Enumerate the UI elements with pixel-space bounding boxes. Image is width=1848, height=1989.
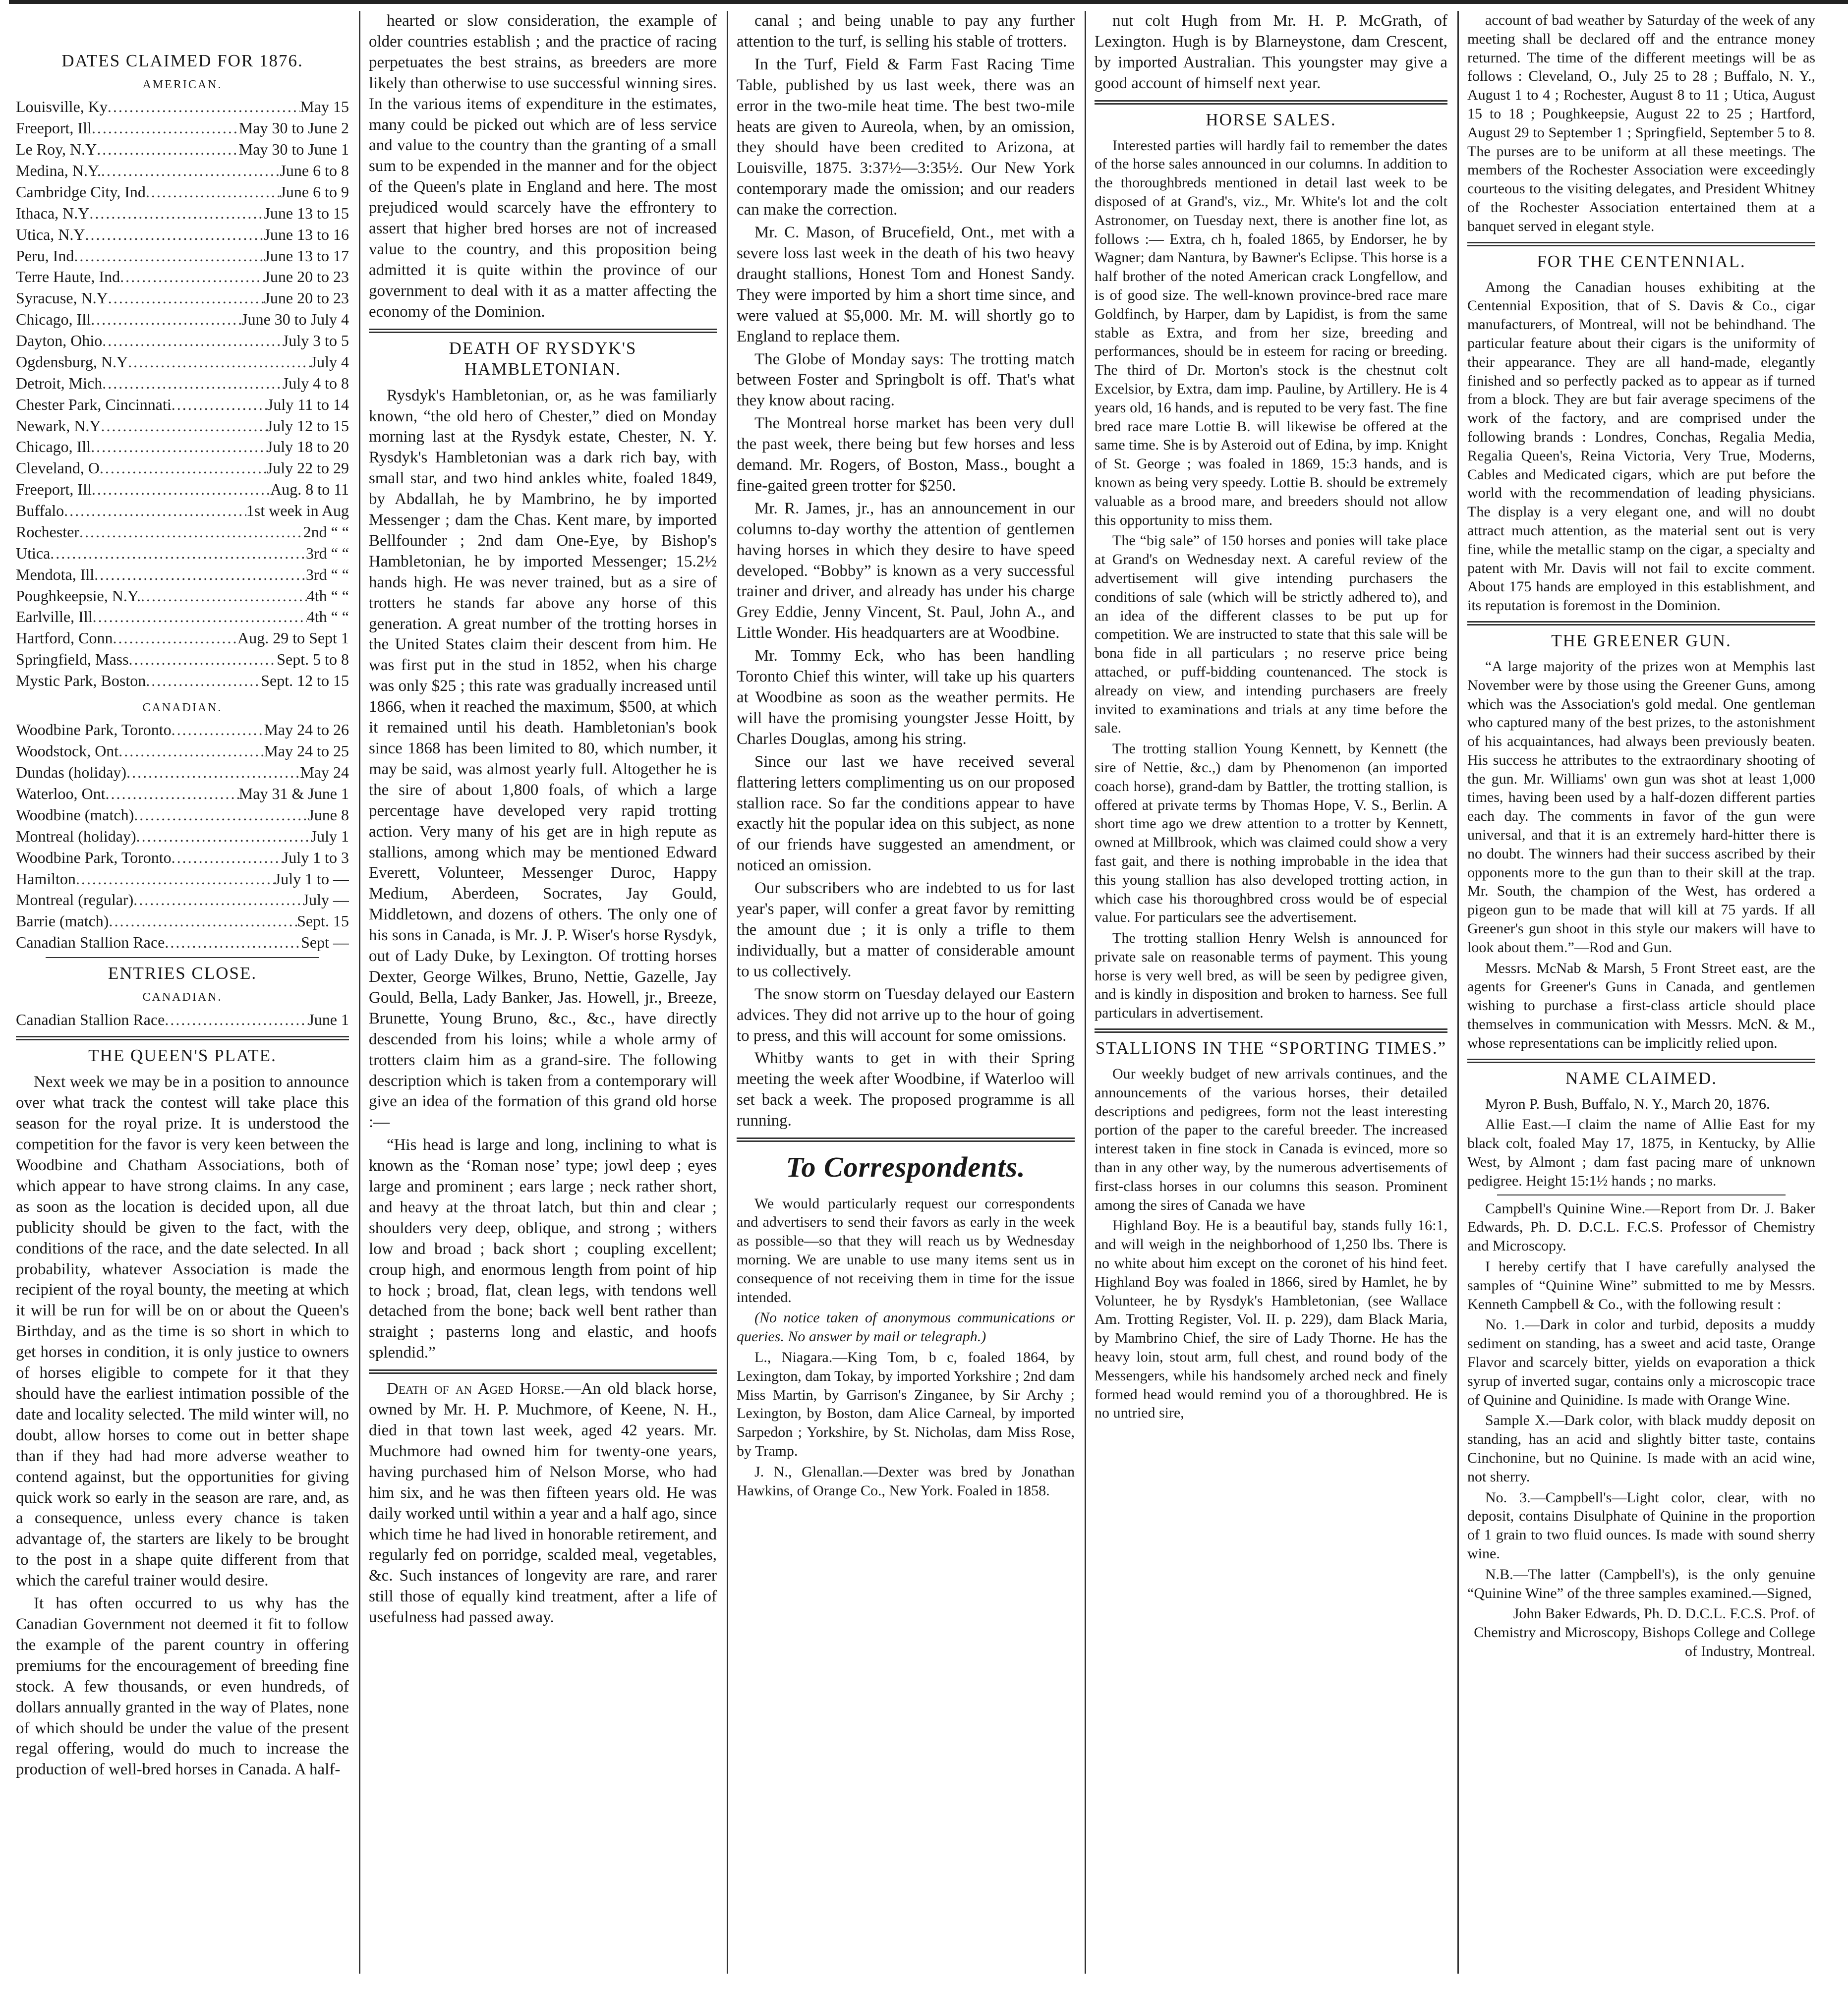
stallions-heading: STALLIONS IN THE “SPORTING TIMES.” — [1095, 1038, 1447, 1058]
dot-leader — [113, 627, 238, 649]
article-paragraph: “A large majority of the prizes won at Memphis last November were by those using the Greener Guns, among which was the Association's gold medal. One gentleman who captured many of the best prizes, to the astonishment of his acquaintances, had always been previously beaten. His success he attributes to the extraordinary shooting of the gun. Mr. Williams' own gun was shot at least 1,000 times, having been used by a half-dozen different parties each day. The comments in favor of the gun were universal, and that it is an extremely hard-hitter there is no doubt. The winners had their success ascribed by their opponents more to the gun than to their skill at the trap. Mr. South, the champion of the West, has ordered a pigeon gun to be made that will kill at 75 yards. If all Greener's gun shoot in this style our makers will have to look about them.”—Rod and Gun. — [1467, 658, 1815, 956]
dot-leader — [120, 266, 264, 287]
dot-leader — [136, 826, 311, 847]
aged-horse-body: —An old black horse, owned by Mr. H. P. Muchmore, of Keene, N. H., died in that town last week, aged 42 years. Mr. Muchmore had owned him for twenty-one years, having purchased him of Nelson Morse, who had him six, and he was then fifteen years old. He was daily worked until within a year and a half ago, since which time he had lived in honorable retirement, and regularly fed on porridge, scalded meal, vegetables, &c. Such instances of longevity are rare, and rarer still those of equally kind treatment, after a life of usefulness had passed away. — [369, 1380, 717, 1627]
divider — [369, 1369, 717, 1374]
article-paragraph: Interested parties will hardly fail to remember the dates of the horse sales announced in our columns. In addition to the thoroughbreds mentioned in detail last week to be disposed of at Grand's, viz., Mr. White's lot and the colt Astronomer, on Tuesday next, there is another fine lot, as follows :— Extra, ch h, foaled 1865, by Endorser, he by Wagner; dam Nantura, by Bawner's Eclipse. This horse is a half brother of the noted American crack Longfellow, and is of good size. The well-known province-bred race mare Goldfinch, by Harper, dam by Lapidist, is from the same stable as Extra, and from her size, breeding and performances, should be in esteem for racing or breeding. The third of Dr. Morton's stock is the chestnut colt Excelsior, by Extra, dam imp. Pauline, by Artillery. He is 4 years old, 16 hands, and is reputed to be very fast. The fine bred race mare Lottie B. will likewise be offered at the same time. She is by Asteroid out of Edina, by imp. Knight of St. George ; was foaled in 1869, 15:3 hands, and is known as being very speedy. Lottie B. should be extremely valuable as a brood mare, and breeders should not allow this opportunity to miss them. — [1095, 137, 1447, 528]
date-place: Dayton, Ohio — [16, 332, 103, 350]
date-value: May 31 & June 1 — [238, 785, 349, 803]
dates-claimed-heading: DATES CLAIMED FOR 1876. — [61, 51, 303, 70]
date-row — [16, 868, 349, 890]
date-value: Aug. 29 to Sept 1 — [237, 629, 349, 647]
entries-close-heading: ENTRIES CLOSE. — [108, 964, 257, 983]
date-value: June 6 to 8 — [280, 162, 349, 180]
date-row — [16, 479, 349, 500]
divider — [737, 1137, 1075, 1142]
date-value: Sept. 15 — [297, 912, 349, 930]
death-of-hambletonian-heading: DEATH OF RYSDYK'S HAMBLETONIAN. — [449, 338, 637, 379]
to-correspondents-heading: To Correspondents. — [786, 1151, 1026, 1184]
column-3 — [730, 11, 1082, 1974]
date-row — [16, 740, 349, 762]
date-place: Woodstock, Ont — [16, 742, 119, 760]
date-place: Woodbine Park, Toronto — [16, 848, 172, 866]
date-place: Peru, Ind — [16, 246, 74, 265]
date-row — [16, 719, 349, 740]
date-row — [16, 287, 349, 309]
date-value: May 15 — [300, 98, 349, 116]
date-row — [16, 436, 349, 457]
date-value: June 30 to July 4 — [241, 310, 349, 329]
date-value: May 24 — [300, 763, 349, 782]
date-place: Woodbine (match) — [16, 805, 134, 824]
date-row — [16, 203, 349, 224]
date-place: Chicago, Ill — [16, 438, 91, 456]
description-quote: “His head is large and long, inclining to what is known as the ‘Roman nose’ type; jowl deep ; eyes large and prominent ; ears large ; neck rather short, and heavy at the throat latch, but thin and clear ; shoulders very deep, oblique, and strong ; withers low and broad ; back short ; coupling excellent; croup high, and enormous length from point of hip to hock ; broad, flat, clean legs, with tendons well detached from the bone; back well bent rather than straight ; pasterns long and elastic, and hoofs splendid.” — [369, 1136, 717, 1362]
dot-leader — [76, 868, 275, 890]
date-value: 3rd “ “ — [305, 544, 349, 562]
dot-leader — [93, 606, 307, 627]
dot-leader — [74, 245, 264, 267]
correspondent-answer: J. N., Glenallan.—Dexter was bred by Jonathan Hawkins, of Orange Co., New York. Foaled in 1858. — [737, 1463, 1075, 1499]
date-row — [16, 804, 349, 826]
date-row — [16, 160, 349, 181]
dot-leader — [108, 96, 300, 117]
date-place: Le Roy, N.Y — [16, 140, 97, 159]
column-4 — [1088, 11, 1454, 1974]
quinine-paragraph: No. 3.—Campbell's—Light color, clear, with no deposit, contains Disulphate of Quinine in the proportion of 1 grain to two fluid ounces. Is made with sound sherry wine. — [1467, 1489, 1815, 1562]
dot-leader — [97, 139, 239, 160]
date-value: 2nd “ “ — [303, 522, 349, 541]
greener-gun-heading: THE GREENER GUN. — [1551, 630, 1732, 650]
date-place: Mendota, Ill — [16, 565, 95, 583]
date-value: June 13 to 15 — [264, 204, 349, 222]
article-paragraph: Our weekly budget of new arrivals continues, and the announcements of the various horses, their detailed descriptions and pedigrees, form not the least interesting portion of the paper to the careful breeder. The increased interest taken in fine stock in Canada is evinced, more so than in any other way, by the numerous advertisements of first-class horses in our columns this season. Prominent among the sires of Canada we have — [1095, 1066, 1447, 1213]
column-rule — [1085, 11, 1086, 1974]
entries-list — [16, 1009, 349, 1030]
date-place: Chicago, Ill — [16, 310, 91, 329]
date-place: Ithaca, N.Y — [16, 204, 90, 222]
dot-leader — [146, 181, 280, 203]
article-paragraph: Among the Canadian houses exhibiting at the Centennial Exposition, that of S. Davis & Co., cigar manufacturers, of Montreal, will not be behindhand. The particular feature about their cigars is the uniformity of their appearance. They are all hand-made, elegantly finished and so perfectly packed as to appear as if turned from a block. They are but fair average specimens of the work of the factory, and are comprised under the following brands : Londres, Conchas, Regalia Media, Regalia Queen's, Reina Victoria, Very True, Moderns, Cables and Medicated cigars, which are put before the world with the recommendation of leading physicians. The display is a very elegant one, and will no doubt attract much attention, as the material sent out is very fine, while the metallic stamp on the cigar, a specialty and patent with Mr. Davis will not fail to excite comment. About 175 hands are employed in this establishment, and its reputation is foremost in the Dominion. — [1467, 279, 1815, 614]
date-value: June 20 to 23 — [264, 289, 349, 307]
quinine-paragraph: Campbell's Quinine Wine.—Report from Dr. J. Baker Edwards, Ph. D. D.C.L. F.C.S. Professor of Chemistry and Microscopy. — [1467, 1200, 1815, 1254]
date-value: July 1 — [310, 827, 349, 845]
column-5 — [1460, 11, 1822, 1974]
date-value: July 22 to 29 — [266, 459, 349, 477]
dot-leader — [102, 330, 283, 351]
dot-leader — [79, 521, 303, 543]
date-place: Rochester — [16, 522, 79, 541]
aged-horse-paragraph — [369, 1379, 717, 1628]
divider — [16, 1036, 349, 1040]
date-row — [16, 543, 349, 564]
column-1 — [9, 11, 356, 1974]
date-value: May 24 to 25 — [264, 742, 349, 760]
date-value: Sept. 12 to 15 — [261, 672, 349, 690]
dot-leader — [101, 415, 267, 437]
date-row — [16, 910, 349, 932]
date-row — [16, 224, 349, 245]
date-value: May 30 to June 2 — [238, 119, 349, 137]
date-row — [16, 351, 349, 373]
dot-leader — [94, 564, 306, 585]
article-paragraph: account of bad weather by Saturday of the week of any meeting shall be declared off and the entrance money returned. The time of the different meetings will be as follows : Cleveland, O., July 25 to 28 ; Buffalo, N. Y., August 1 to 4 ; Rochester, August 8 to 11 ; Utica, August 15 to 18 ; Poughkeepsie, August 22 to 25 ; Hartford, August 29 to September 1 ; Springfield, September 5 to 8. The purses are to be uniform at all these meetings. The members of the Rochester Association were exceedingly courteous to the visiting delegates, and President Whitney of the Rochester Association entertained them at a banquet served in elegant style. — [1467, 12, 1815, 234]
dot-leader — [129, 649, 277, 670]
date-place: Cambridge City, Ind — [16, 182, 146, 201]
dot-leader — [146, 670, 261, 691]
date-place: Hartford, Conn — [16, 629, 113, 647]
entries-canadian-label: CANADIAN. — [142, 991, 223, 1004]
quinine-paragraph: I hereby certify that I have carefully analysed the samples of “Quinine Wine” submitted to me by Messrs. Kenneth Campbell & Co., with the following result : — [1467, 1258, 1815, 1312]
date-value: July 3 to 5 — [282, 332, 349, 350]
american-label: AMERICAN. — [142, 78, 223, 91]
date-row — [16, 649, 349, 670]
article-paragraph: The trotting stallion Young Kennett, by Kennett (the sire of Nettie, &c.,) dam by Phenomenon (an imported coach horse), grand-dam by Battler, the trotting stallion, is offered at private terms by Thomas Hope, V. S., Berlin. A short time ago we drew attention to a trotter by Kennett, owned at Millbrook, which was claimed could show a very fast gait, and there is nothing improbable in the idea that this young stallion has also developed trotting action, in which case his thoroughbred cross would be of especial value. For particulars see the advertisement. — [1095, 740, 1447, 926]
date-value: 1st week in Aug — [246, 502, 349, 520]
dot-leader — [165, 932, 301, 953]
date-place: Utica, N.Y — [16, 225, 85, 243]
date-place: Earlville, Ill — [16, 608, 93, 626]
date-row — [16, 139, 349, 160]
article-paragraph: canal ; and being unable to pay any further attention to the turf, is selling his stable of trotters. — [737, 12, 1075, 51]
article-paragraph: Our subscribers who are indebted to us for last year's paper, will confer a great favor by remitting the amount due ; it is only a trifle to them individually, but a matter of considerable amount to us collectively. — [737, 879, 1075, 980]
article-paragraph: Since our last we have received several flattering letters complimenting us on our proposed stallion race. So far the conditions appear to have exactly hit the popular idea on this subject, as none of our friends have suggested an amendment, or noticed an omission. — [737, 752, 1075, 875]
date-place: Cleveland, O — [16, 459, 100, 477]
date-place: Freeport, Ill — [16, 119, 92, 137]
article-paragraph: The Globe of Monday says: The trotting match between Foster and Springbolt is off. That's what they know about racing. — [737, 350, 1075, 410]
article-paragraph: Rysdyk's Hambletonian, or, as he was familiarly known, “the old hero of Chester,” died on Monday morning last at the Rysdyk estate, Chester, N. Y. Rysdyk's Hambletonian was a dark rich bay, with small star, and two hind ankles white, foaled 1849, by Abdallah, he by Mambrino, he by imported Messenger ; dam the Chas. Kent mare, by imported Bellfounder ; 2nd dam One-Eye, by Bishop's Hambletonian, he by imported Messenger; 15.2½ hands high. He was never trained, but as a sire of trotters he stands far above any horse of this generation. A great number of the trotting horses in the United States claim their descent from him. He was first put in the stud in 1852, when his charge was only $25 ; this rate was gradually increased until 1866, when it reached the maximum, $500, at which it remained until his death. Hambletonian's book since 1868 has been limited to 80, which number, it may be said, was almost yearly full. Altogether he is the sire of about 1,800 foals, of which a large percentage have developed very rapid trotting action. Very many of his get are in high repute as stallions, among which may be mentioned Edward Everett, Volunteer, Messenger Duroc, Happy Medium, Aberdeen, Socrates, Jay Gould, Middletown, and dozens of others. The only one of his sons in Canada, is Mr. J. P. Wiser's horse Rysdyk, out of Lady Duke, by Lexington. Of trotting horses Dexter, George Wilkes, Bruno, Nettie, Gazelle, Jay Gould, Bella, Lady Banker, Jas. Howell, jr., Breeze, Brunette, Young Bruno, &c., &c., have directly descended from his loins; while a whole army of trotters claim him as a grand-sire. The following description which is taken from a contemporary will give an idea of the formation of this grand old horse :— — [369, 386, 717, 1132]
date-value: June 6 to 9 — [280, 182, 349, 201]
notice-note: (No notice taken of anonymous communications or queries. No answer by mail or telegraph.) — [737, 1309, 1075, 1345]
date-value: 4th “ “ — [306, 586, 349, 605]
quinine-signature: John Baker Edwards, Ph. D. D.C.L. F.C.S. Prof. of Chemistry and Microscopy, Bishops College and College of Industry, Montreal. — [1474, 1605, 1815, 1659]
horse-sales-heading: HORSE SALES. — [1206, 110, 1336, 129]
dot-leader — [172, 847, 283, 868]
aged-horse-lead: Death of an Aged Horse. — [387, 1380, 565, 1398]
date-row — [16, 585, 349, 607]
article-paragraph: hearted or slow consideration, the example of older countries establish ; and the practice of racing perpetuates the best strains, as breeders are more likely than otherwise to use successful winning sires. In the various items of expenditure in the estimates, many could be picked out which are of less service and value to the country than the granting of a small sum to be expended in the manner and for the object of the Queen's plate in England and here. The most prejudiced would scarcely have the effrontery to assert that higher bred horses are not of increased value to the country, and this proposition being admitted it is quite within the province of our government to deal with it as a matter affecting the economy of the Dominion. — [369, 12, 717, 321]
article-paragraph: Highland Boy. He is a beautiful bay, stands fully 16:1, and will weigh in the neighborhood of 1,250 lbs. There is no white about him except on the coronet of his hind feet. Highland Boy was foaled in 1866, sired by Hamlet, he by Volunteer, he by Rysdyk's Hambletonian, (see Wallace Am. Trotting Register, Vol. II. p. 229), dam Black Maria, by Mambrino Chief, the sire of Lady Thorne. He has the heavy loin, stout arm, full chest, and round body of the Messengers, while his handsomely arched neck and finely formed head would remind you of a thoroughbred. He is no untried sire, — [1095, 1217, 1447, 1421]
dot-leader — [64, 500, 246, 521]
canadian-dates-list — [16, 719, 349, 953]
date-row — [16, 889, 349, 910]
dot-leader — [85, 224, 264, 245]
article-paragraph: Whitby wants to get in with their Spring meeting the week after Woodbine, if Waterloo will set back a week. The proposed programme is all running. — [737, 1049, 1075, 1130]
dot-leader — [133, 889, 302, 910]
dot-leader — [92, 479, 270, 500]
date-place: Ogdensburg, N.Y — [16, 352, 128, 371]
date-row — [16, 670, 349, 691]
date-row — [16, 245, 349, 267]
dot-leader — [100, 457, 267, 479]
american-dates-list — [16, 96, 349, 691]
divider — [1497, 1194, 1786, 1195]
date-value: Aug. 8 to 11 — [270, 480, 349, 499]
article-paragraph: Messrs. McNab & Marsh, 5 Front Street east, are the agents for Greener's Guns in Canada, and gentlemen wishing to purchase a first-class article should place themselves in communication with Messrs. McN. & M., whose representations can be implicitly relied upon. — [1467, 960, 1815, 1051]
dot-leader — [91, 436, 267, 457]
date-row — [16, 96, 349, 117]
date-place: Buffalo — [16, 502, 64, 520]
divider — [1467, 621, 1815, 625]
dot-leader — [108, 287, 264, 309]
date-place: Mystic Park, Boston — [16, 672, 146, 690]
date-place: Canadian Stallion Race — [16, 1010, 165, 1028]
date-value: July 11 to 14 — [267, 395, 349, 413]
date-row — [16, 309, 349, 330]
date-value: 3rd “ “ — [305, 565, 349, 583]
date-value: June 20 to 23 — [264, 268, 349, 286]
dot-leader — [102, 373, 283, 394]
date-value: June 13 to 17 — [264, 246, 349, 265]
article-paragraph: We would particularly request our correspondents and advertisers to send their favors as early in the week as possible—so that they will reach us by Wednesday morning. We are unable to use many items sent us in consequence of not receiving them in time for the issue intended. — [737, 1195, 1075, 1306]
date-place: Dundas (holiday) — [16, 763, 127, 782]
article-paragraph: The Montreal horse market has been very dull the past week, there being but few horses and less demand. Mr. Rogers, of Boston, Mass., bought a fine-gaited green trotter for $250. — [737, 414, 1075, 495]
article-paragraph: Mr. R. James, jr., has an announcement in our columns to-day worthy the attention of gentlemen having horses in which they desire to have speed developed. “Bobby” is known as a very successful trainer and driver, and already has under his charge Grey Eddie, Jenny Vincent, St. Paul, John A., and Little Wonder. His headquarters are at Woodbine. — [737, 499, 1075, 642]
divider — [1095, 100, 1447, 105]
quinine-paragraph: N.B.—The latter (Campbell's), is the only genuine “Quinine Wine” of the three samples examined.—Signed, — [1467, 1566, 1815, 1601]
date-value: July — — [302, 891, 349, 909]
date-row — [16, 415, 349, 437]
date-value: July 4 — [310, 352, 349, 371]
date-value: May 30 to June 1 — [238, 140, 349, 159]
dot-leader — [128, 351, 311, 373]
newspaper-page — [9, 0, 1848, 1989]
dot-leader — [134, 804, 308, 826]
date-row — [16, 457, 349, 479]
date-place: Chester Park, Cincinnati — [16, 395, 172, 413]
queens-plate-heading: THE QUEEN'S PLATE. — [88, 1046, 277, 1066]
divider — [1095, 1028, 1447, 1033]
claimant-line: Myron P. Bush, Buffalo, N. Y., March 20, 1876. — [1485, 1095, 1770, 1112]
article-paragraph: The snow storm on Tuesday delayed our Eastern advices. They did not arrive up to the hour of going to press, and this will account for some omissions. — [737, 985, 1075, 1045]
article-paragraph: Mr. Tommy Eck, who has been handling Toronto Chief this winter, will take up his quarters at Woodbine as soon as the weather permits. He will have the promising youngster Jesse Hoitt, by Charles Douglas, among his string. — [737, 647, 1075, 748]
name-claimed-heading: NAME CLAIMED. — [1565, 1068, 1717, 1088]
date-row — [16, 826, 349, 847]
article-paragraph: nut colt Hugh from Mr. H. P. McGrath, of Lexington. Hugh is by Blarneystone, dam Crescent, by imported Australian. This youngster may give a good account of himself next year. — [1095, 12, 1447, 92]
column-rule — [727, 11, 728, 1974]
date-value: June 13 to 16 — [264, 225, 349, 243]
date-value: June 8 — [308, 805, 349, 824]
date-place: Syracuse, N.Y — [16, 289, 108, 307]
date-value: July 12 to 15 — [266, 416, 349, 435]
date-place: Montreal (holiday) — [16, 827, 136, 845]
date-value: July 1 to 3 — [282, 848, 349, 866]
date-place: Waterloo, Ont — [16, 785, 106, 803]
date-value: Sept. 5 to 8 — [277, 650, 349, 669]
claim-paragraph: Allie East.—I claim the name of Allie East for my black colt, foaled May 17, 1875, in Kentucky, by Allie West, by Almont ; dam fast pacing mare of unknown pedigree. Height 15:1½ hands ; no marks. — [1467, 1116, 1815, 1189]
article-paragraph: It has often occurred to us why has the Canadian Government not deemed it fit to follow the example of the parent country in offering premiums for the encouragement of breeding fine stock. A few thousands, or even hundreds, of dollars annually granted in the way of Plates, none of which should be under the value of the present regal offering, would do much to increase the production of well-bred horses in Canada. A half- — [16, 1594, 349, 1779]
date-place: Hamilton — [16, 869, 76, 888]
dot-leader — [109, 910, 297, 932]
column-2 — [362, 11, 724, 1974]
date-row — [16, 117, 349, 139]
date-row — [16, 847, 349, 868]
date-value: July 1 to — — [274, 869, 349, 888]
quinine-paragraph: Sample X.—Dark color, with black muddy deposit on standing, has an acid and slightly bitter taste, contains Cinchonine, but no Quinine. Is made with an acid wine, not sherry. — [1467, 1412, 1815, 1485]
date-value: 4th “ “ — [306, 608, 349, 626]
dot-leader — [91, 309, 241, 330]
column-rule — [1457, 11, 1459, 1974]
divider — [46, 957, 319, 958]
date-value: May 24 to 26 — [264, 721, 349, 739]
dot-leader — [172, 719, 264, 740]
date-row — [16, 181, 349, 203]
dot-leader — [89, 203, 264, 224]
date-value: June 1 — [308, 1010, 349, 1028]
dot-leader — [118, 740, 264, 762]
dot-leader — [141, 585, 307, 607]
article-paragraph: Next week we may be in a position to announce over what track the contest will take place this season for the royal prize. It is understood the competition for the favor is very keen between the Woodbine and Chatham Associations, both of which appear to have strong claims. In any case, as soon as the location is decided upon, all due publicity should be given to the fact, with the conditions of the race, and the date selected. In all probability, whatever Association is made the recipient of the royal bounty, the meeting at which it will be run for will be on or about the Queen's Birthday, and as the time is so short in which to get horses in condition, it is only justice to owners of horses eligible to compete for it that they should have the earliest intimation possible of the date and locality selected. The mild winter will, no doubt, allow horses to come out in better shape than if they had had more adverse weather to contend against, but the opportunities for giving quick work so early in the season are rare, and, as a consequence, unless every chance is taken advantage of, the starters are likely to be brought to the post in a shape quite different from that which the careful trainer would desire. — [16, 1073, 349, 1590]
date-row — [16, 1009, 349, 1030]
date-place: Springfield, Mass — [16, 650, 129, 669]
date-row — [16, 932, 349, 953]
date-place: Medina, N.Y. — [16, 162, 101, 180]
date-place: Canadian Stallion Race — [16, 933, 165, 952]
date-row — [16, 627, 349, 649]
date-row — [16, 606, 349, 627]
date-place: Detroit, Mich — [16, 374, 103, 392]
divider — [369, 329, 717, 333]
dot-leader — [172, 394, 267, 415]
dot-leader — [92, 117, 239, 139]
date-value: July 4 to 8 — [282, 374, 349, 392]
dot-leader — [126, 762, 300, 783]
date-place: Newark, N.Y — [16, 416, 101, 435]
quinine-paragraph: No. 1.—Dark in color and turbid, deposits a muddy sediment on standing, has a sweet and acid taste, Orange Flavor and scarcely bitter, yields on evaporation a thick syrup of inverted sugar, contains only a microscopic trace of Quinine and Quinidine. Is made with Orange Wine. — [1467, 1316, 1815, 1408]
date-row — [16, 564, 349, 585]
date-row — [16, 373, 349, 394]
date-row — [16, 521, 349, 543]
column-rule — [359, 11, 360, 1974]
date-row — [16, 762, 349, 783]
date-value: Sept — — [301, 933, 349, 952]
dot-leader — [105, 783, 238, 804]
date-row — [16, 500, 349, 521]
divider — [1467, 242, 1815, 246]
date-row — [16, 330, 349, 351]
date-place: Freeport, Ill — [16, 480, 92, 499]
date-place: Louisville, Ky — [16, 98, 108, 116]
centennial-heading: FOR THE CENTENNIAL. — [1537, 251, 1746, 271]
date-value: July 18 to 20 — [266, 438, 349, 456]
dot-leader — [50, 543, 306, 564]
correspondent-answer: L., Niagara.—King Tom, b c, foaled 1864, by Lexington, dam Tokay, by imported Yorkshire ; 2nd dam Miss Martin, by Garrison's Zinganee, by Sir Archy ; Lexington, by Boston, dam Alice Carneal, by imported Sarpedon ; Yorkshire, by St. Nicholas, dam Miss Rose, by Tramp. — [737, 1349, 1075, 1460]
date-place: Utica — [16, 544, 51, 562]
date-place: Montreal (regular) — [16, 891, 134, 909]
date-place: Woodbine Park, Toronto — [16, 721, 172, 739]
canadian-label: CANADIAN. — [142, 701, 223, 714]
article-paragraph: In the Turf, Field & Farm Fast Racing Time Table, published by us last week, there was an error in the two-mile heat time. The best two-mile heats are given to Aureola, when, by an omission, they should have been credited to Arizona, at Louisville, 1875. 3:37½—3:35½. Our New York contemporary made the omission; and our readers can make the correction. — [737, 55, 1075, 219]
date-row — [16, 266, 349, 287]
date-place: Poughkeepsie, N.Y. — [16, 586, 141, 605]
date-place: Terre Haute, Ind — [16, 268, 120, 286]
article-paragraph: Mr. C. Mason, of Brucefield, Ont., met with a severe loss last week in the death of his two heavy draught stallions, Honest Tom and Honest Sandy. They were imported by him a short time since, and were valued at $5,000. Mr. M. will shortly go to England to replace them. — [737, 224, 1075, 345]
date-row — [16, 394, 349, 415]
dot-leader — [165, 1009, 308, 1030]
date-row — [16, 783, 349, 804]
article-paragraph: The “big sale” of 150 horses and ponies will take place at Grand's on Wednesday next. A careful review of the advertisement will give intending purchasers the conditions of sale (which will be strictly adhered to), and an idea of the different classes to be put up for competition. We are instructed to state that this sale will be bona fide in all particulars ; no reserve price being attached, or puff-bidding countenanced. The stock is already on view, and intending purchasers are freely invited to examinations and trials at any time before the sale. — [1095, 532, 1447, 737]
date-place: Barrie (match) — [16, 912, 109, 930]
dot-leader — [101, 160, 280, 181]
divider — [1467, 1059, 1815, 1063]
article-paragraph: The trotting stallion Henry Welsh is announced for private sale on reasonable terms of payment. This young horse is very well bred, as will be seen by pedigree given, and is kindly in disposition and broken to harness. See full particulars in advertisement. — [1095, 930, 1447, 1022]
